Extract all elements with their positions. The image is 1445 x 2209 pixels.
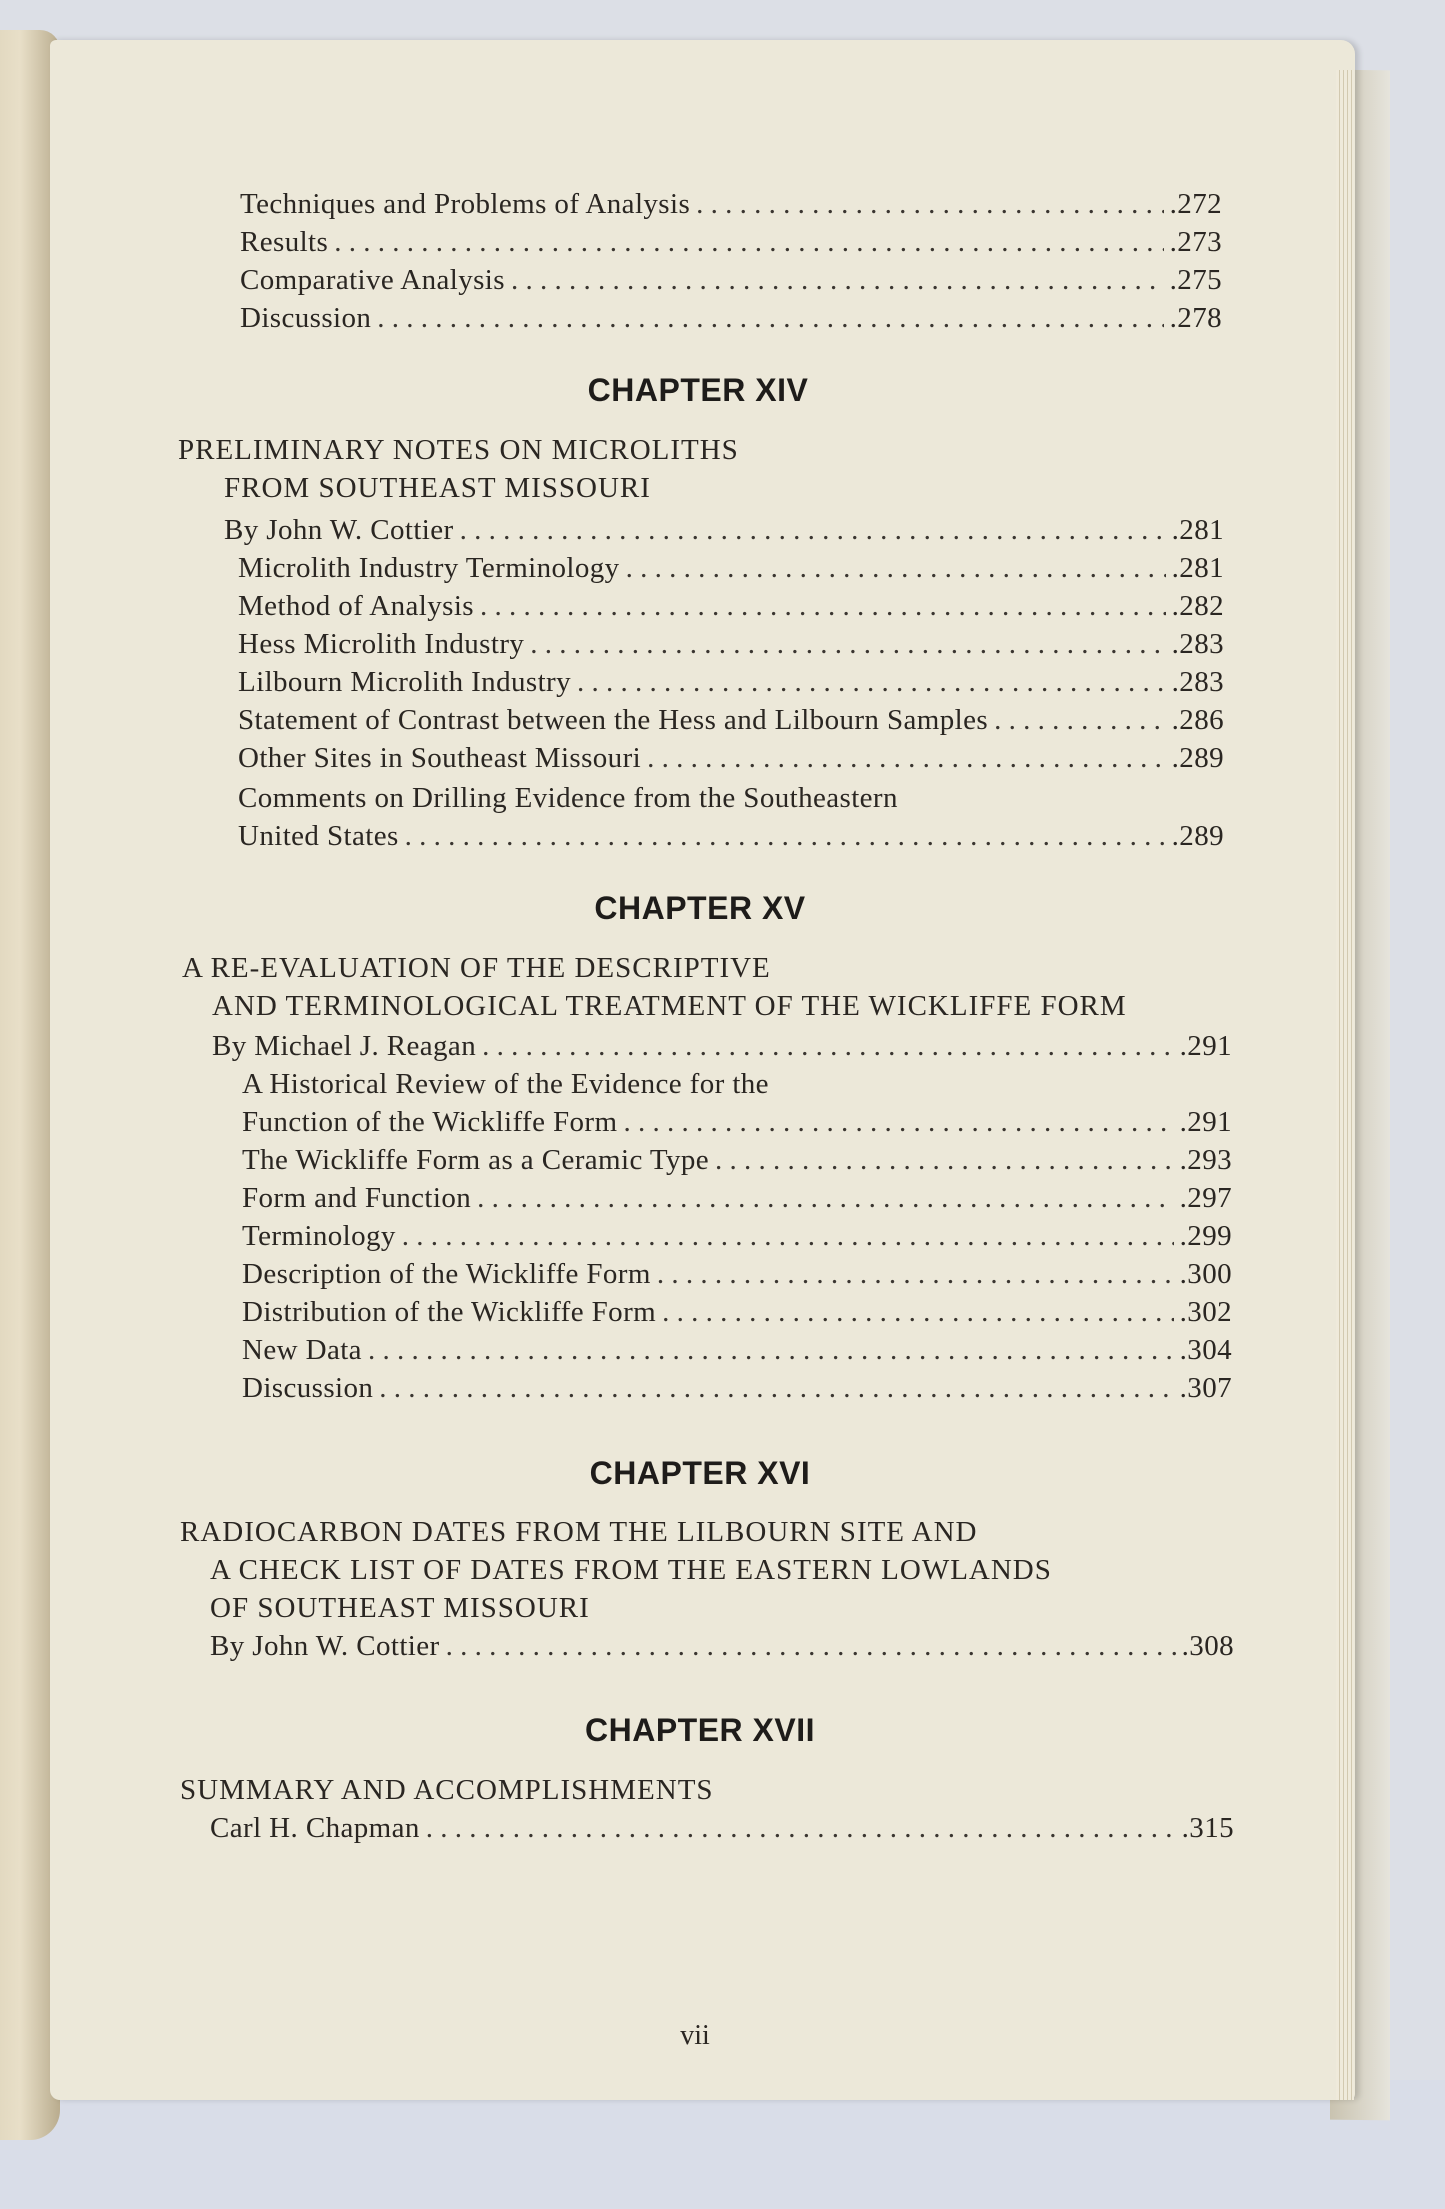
toc-entry-page: .275 — [1169, 264, 1222, 296]
leader-dots — [715, 1144, 1174, 1177]
toc-entry — [240, 302, 1222, 335]
author-label: Carl H. Chapman — [210, 1812, 420, 1844]
toc-entry — [242, 1144, 1232, 1177]
toc-entry-label: Terminology — [242, 1220, 396, 1252]
toc-entry — [238, 590, 1224, 623]
toc-entry-label: Description of the Wickliffe Form — [242, 1258, 651, 1290]
toc-entry-label: Statement of Contrast between the Hess and Lilbourn Samples — [238, 704, 989, 736]
toc-entry-page: .272 — [1169, 188, 1222, 220]
toc-entry-label: Method of Analysis — [238, 590, 474, 622]
toc-entry-page: .293 — [1179, 1144, 1232, 1176]
leader-dots — [446, 1630, 1176, 1663]
toc-author-entry — [210, 1630, 1234, 1663]
leader-dots — [402, 1220, 1174, 1253]
toc-entry — [238, 704, 1224, 737]
toc-entry-page: .291 — [1179, 1030, 1232, 1062]
leader-dots — [482, 1030, 1174, 1063]
toc-entry — [238, 628, 1224, 661]
toc-entry-label: The Wickliffe Form as a Ceramic Type — [242, 1144, 710, 1176]
toc-entry-page: .304 — [1179, 1334, 1232, 1366]
toc-entry — [238, 742, 1224, 775]
leader-dots — [379, 1372, 1173, 1405]
toc-entry — [242, 1296, 1232, 1329]
leader-dots — [623, 1106, 1173, 1139]
toc-entry — [242, 1106, 1232, 1139]
toc-entry — [242, 1258, 1232, 1291]
toc-entry-page: .273 — [1169, 226, 1222, 258]
toc-entry-page: .281 — [1171, 552, 1224, 584]
author-label: By John W. Cottier — [210, 1630, 440, 1662]
leader-dots — [511, 264, 1164, 297]
leader-dots — [368, 1334, 1174, 1367]
chapter-title: SUMMARY AND ACCOMPLISHMENTS — [180, 1774, 714, 1806]
toc-entry-label: Other Sites in Southeast Missouri — [238, 742, 642, 774]
toc-entry-label: Techniques and Problems of Analysis — [240, 188, 691, 220]
chapter-title: PRELIMINARY NOTES ON MICROLITHS — [178, 434, 739, 466]
toc-entry-label: New Data — [242, 1334, 362, 1366]
leader-dots — [377, 302, 1163, 335]
toc-entry-page: .315 — [1181, 1812, 1234, 1844]
chapter-heading: CHAPTER XV — [594, 890, 806, 926]
toc-entry-label: Hess Microlith Industry — [238, 628, 525, 660]
leader-dots — [460, 514, 1166, 547]
leader-dots — [480, 590, 1166, 623]
toc-entry-page: .300 — [1179, 1258, 1232, 1290]
toc-entry — [242, 1220, 1232, 1253]
toc-entry-label: Results — [240, 226, 329, 258]
chapter-heading: CHAPTER XVII — [584, 1712, 816, 1748]
toc-entry-label: Discussion — [240, 302, 372, 334]
chapter-title: A CHECK LIST OF DATES FROM THE EASTERN LOWLANDS — [210, 1554, 1052, 1586]
toc-entry-label: Comparative Analysis — [240, 264, 505, 296]
toc-entry — [242, 1334, 1232, 1367]
toc-author-entry — [224, 514, 1224, 547]
toc-entry-page: .286 — [1171, 704, 1224, 736]
leader-dots — [662, 1296, 1174, 1329]
author-label: By Michael J. Reagan — [212, 1030, 477, 1062]
toc-entry-page: .307 — [1179, 1372, 1232, 1404]
toc-entry-label: A Historical Review of the Evidence for the — [242, 1068, 769, 1100]
toc-entry-page: .299 — [1179, 1220, 1232, 1252]
leader-dots — [530, 628, 1165, 661]
toc-entry-label: Microlith Industry Terminology — [238, 552, 620, 584]
toc-entry-page: .297 — [1179, 1182, 1232, 1214]
leader-dots — [626, 552, 1166, 585]
toc-entry — [240, 226, 1222, 259]
toc-entry-label: Lilbourn Microlith Industry — [238, 666, 571, 698]
toc-entry — [238, 552, 1224, 585]
toc-entry — [238, 666, 1224, 699]
toc-entry-page: .291 — [1179, 1106, 1232, 1138]
leader-dots — [657, 1258, 1174, 1291]
leader-dots — [647, 742, 1166, 775]
toc-entry — [242, 1182, 1232, 1215]
toc-entry — [240, 188, 1222, 221]
toc-entry-label: Form and Function — [242, 1182, 472, 1214]
toc-entry — [242, 1372, 1232, 1405]
page-number: vii — [680, 2020, 710, 2051]
toc-entry-page: .289 — [1171, 742, 1224, 774]
chapter-title: RADIOCARBON DATES FROM THE LILBOURN SITE AND — [180, 1516, 978, 1548]
leader-dots — [334, 226, 1163, 259]
toc-entry-page: .283 — [1171, 666, 1224, 698]
toc-entry-label: United States — [238, 820, 399, 852]
chapter-heading: CHAPTER XVI — [589, 1455, 811, 1491]
toc-entry-page: .281 — [1171, 514, 1224, 546]
leader-dots — [426, 1812, 1176, 1845]
toc-entry-page: .308 — [1181, 1630, 1234, 1662]
author-label: By John W. Cottier — [224, 514, 454, 546]
toc-entry-page: .302 — [1179, 1296, 1232, 1328]
chapter-heading: CHAPTER XIV — [587, 372, 809, 408]
toc-entry-page: .278 — [1169, 302, 1222, 334]
chapter-title: A RE-EVALUATION OF THE DESCRIPTIVE — [182, 952, 771, 984]
toc-entry-label: Discussion — [242, 1372, 374, 1404]
leader-dots — [405, 820, 1166, 853]
leader-dots — [577, 666, 1166, 699]
toc-author-entry — [210, 1812, 1234, 1845]
toc-entry — [238, 820, 1224, 853]
toc-entry-page: .282 — [1171, 590, 1224, 622]
toc-entry-page: .283 — [1171, 628, 1224, 660]
toc-author-entry — [212, 1030, 1232, 1063]
toc-entry-label: Distribution of the Wickliffe Form — [242, 1296, 657, 1328]
toc-entry-label: Function of the Wickliffe Form — [242, 1106, 618, 1138]
leader-dots — [477, 1182, 1174, 1215]
toc-entry-page: .289 — [1171, 820, 1224, 852]
toc-entry-label: Comments on Drilling Evidence from the Southeastern — [238, 782, 898, 814]
leader-dots — [994, 704, 1166, 737]
chapter-title: AND TERMINOLOGICAL TREATMENT OF THE WICKLIFFE FORM — [212, 990, 1127, 1022]
leader-dots — [696, 188, 1164, 221]
chapter-title: OF SOUTHEAST MISSOURI — [210, 1592, 590, 1624]
toc-entry — [240, 264, 1222, 297]
chapter-title: FROM SOUTHEAST MISSOURI — [224, 472, 651, 504]
